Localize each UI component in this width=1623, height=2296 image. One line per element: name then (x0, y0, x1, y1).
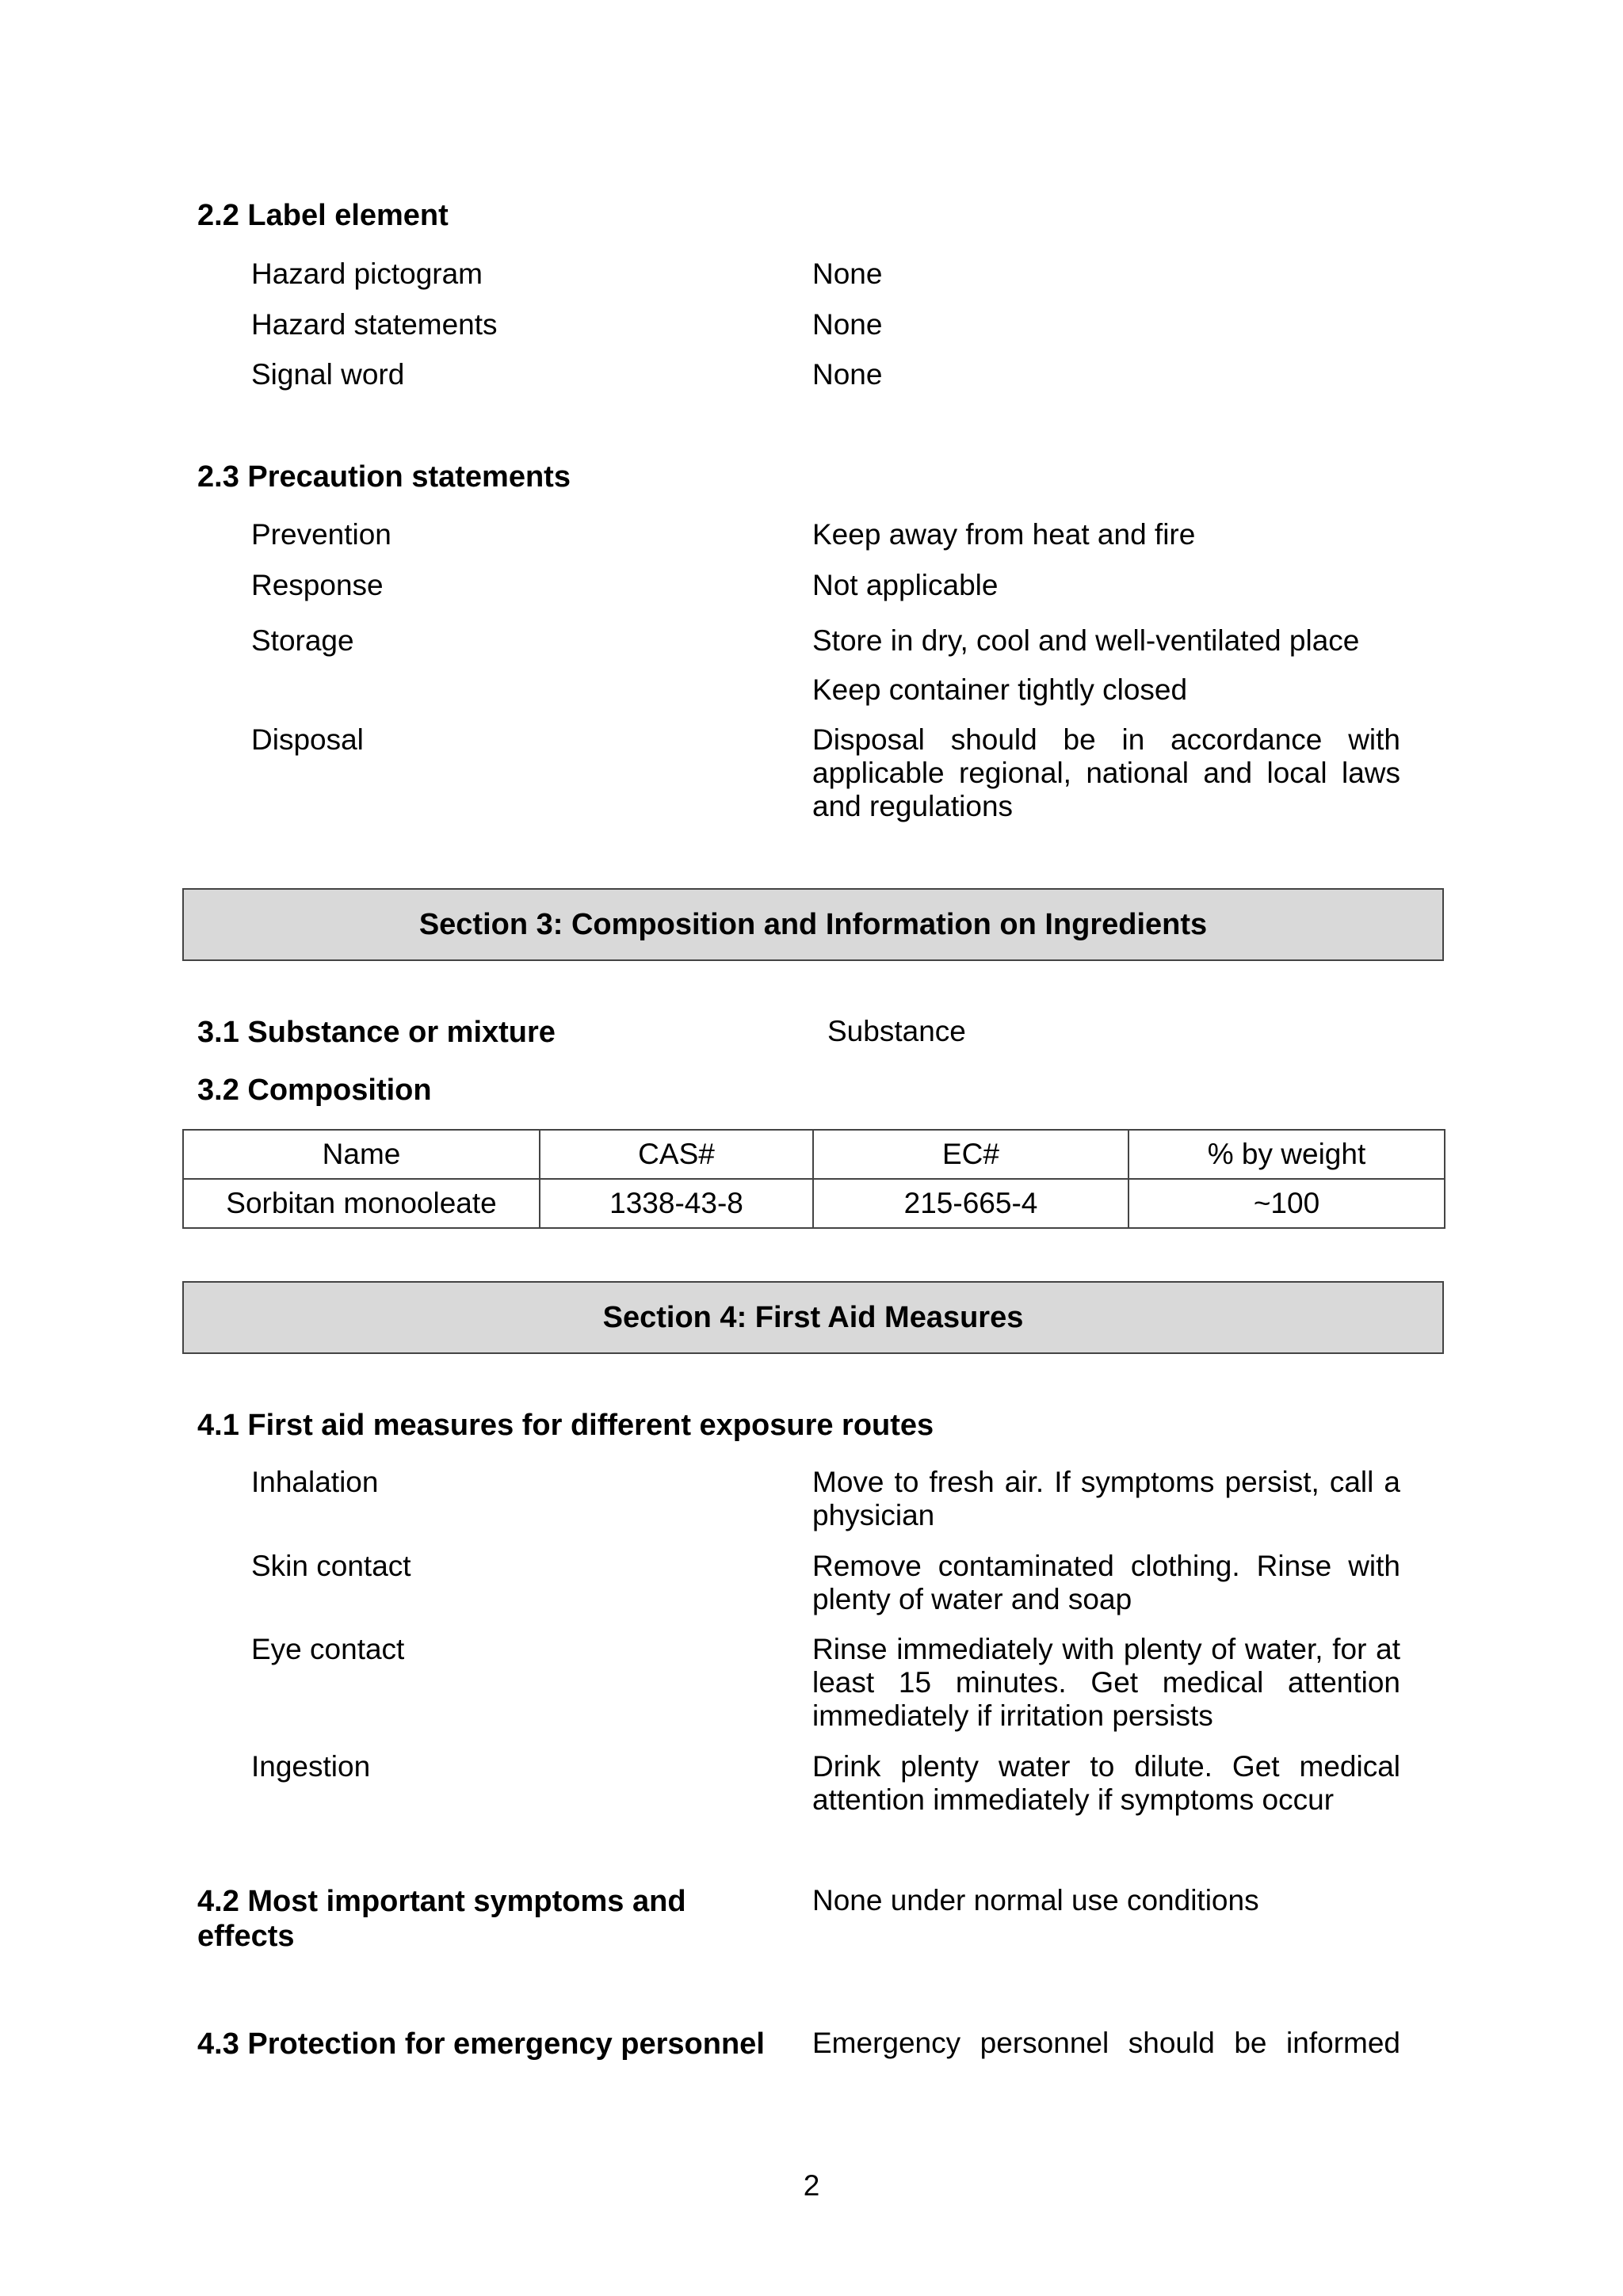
inhalation-label: Inhalation (251, 1466, 379, 1498)
composition-table (182, 1129, 1445, 1229)
table-cell: 215-665-4 (813, 1179, 1128, 1228)
disposal-value: Disposal should be in accordance with applicable regional, national and local laws and regulations (812, 723, 1400, 822)
section-3-1-heading: 3.1 Substance or mixture (197, 1016, 556, 1049)
symptoms-effects-value: None under normal use conditions (812, 1884, 1259, 1917)
eye-contact-label: Eye contact (251, 1633, 405, 1665)
signal-word-label: Signal word (251, 358, 405, 391)
eye-contact-value: Rinse immediately with plenty of water, for at least 15 minutes. Get medical attention immediately if irritation persists (812, 1633, 1400, 1732)
hazard-statements-label: Hazard statements (251, 308, 498, 341)
table-cell: Sorbitan monooleate (183, 1179, 540, 1228)
table-cell: ~100 (1128, 1179, 1445, 1228)
table-header-row (183, 1130, 1445, 1179)
hazard-pictogram-value: None (812, 257, 883, 290)
ingestion-value: Drink plenty water to dilute. Get medical attention immediately if symptoms occur (812, 1750, 1400, 1816)
emergency-personnel-value: Emergency personnel should be informed (812, 2027, 1400, 2059)
table-cell: 1338-43-8 (540, 1179, 813, 1228)
prevention-label: Prevention (251, 518, 391, 551)
response-label: Response (251, 569, 384, 601)
skin-contact-value: Remove contaminated clothing. Rinse with plenty of water and soap (812, 1550, 1400, 1615)
skin-contact-label: Skin contact (251, 1550, 411, 1582)
hazard-pictogram-label: Hazard pictogram (251, 257, 483, 290)
inhalation-value: Move to fresh air. If symptoms persist, call a physician (812, 1466, 1400, 1531)
response-value: Not applicable (812, 569, 999, 601)
table-header-cell: % by weight (1128, 1130, 1445, 1179)
table-row (183, 1179, 1445, 1228)
section-3-title-bar: Section 3: Composition and Information on Ingredients (182, 888, 1444, 961)
substance-or-mixture-value: Substance (827, 1015, 966, 1047)
storage-label: Storage (251, 624, 354, 657)
section-2-3-heading: 2.3 Precaution statements (197, 460, 571, 494)
disposal-label: Disposal (251, 723, 364, 756)
page-number: 2 (803, 2169, 820, 2202)
section-2-2-heading: 2.2 Label element (197, 199, 449, 232)
storage-value-2: Keep container tightly closed (812, 673, 1188, 706)
table-header-cell: Name (183, 1130, 540, 1179)
storage-value-1: Store in dry, cool and well-ventilated place (812, 624, 1360, 657)
section-4-3-heading: 4.3 Protection for emergency personnel (197, 2027, 765, 2061)
section-4-title-bar: Section 4: First Aid Measures (182, 1281, 1444, 1354)
table-header-cell: CAS# (540, 1130, 813, 1179)
ingestion-label: Ingestion (251, 1750, 371, 1783)
prevention-value: Keep away from heat and fire (812, 518, 1196, 551)
table-header-cell: EC# (813, 1130, 1128, 1179)
signal-word-value: None (812, 358, 883, 391)
section-3-2-heading: 3.2 Composition (197, 1074, 432, 1107)
section-4-2-heading: 4.2 Most important symptoms and effects (197, 1885, 686, 1953)
section-4-1-heading: 4.1 First aid measures for different exposure routes (197, 1409, 934, 1442)
hazard-statements-value: None (812, 308, 883, 341)
